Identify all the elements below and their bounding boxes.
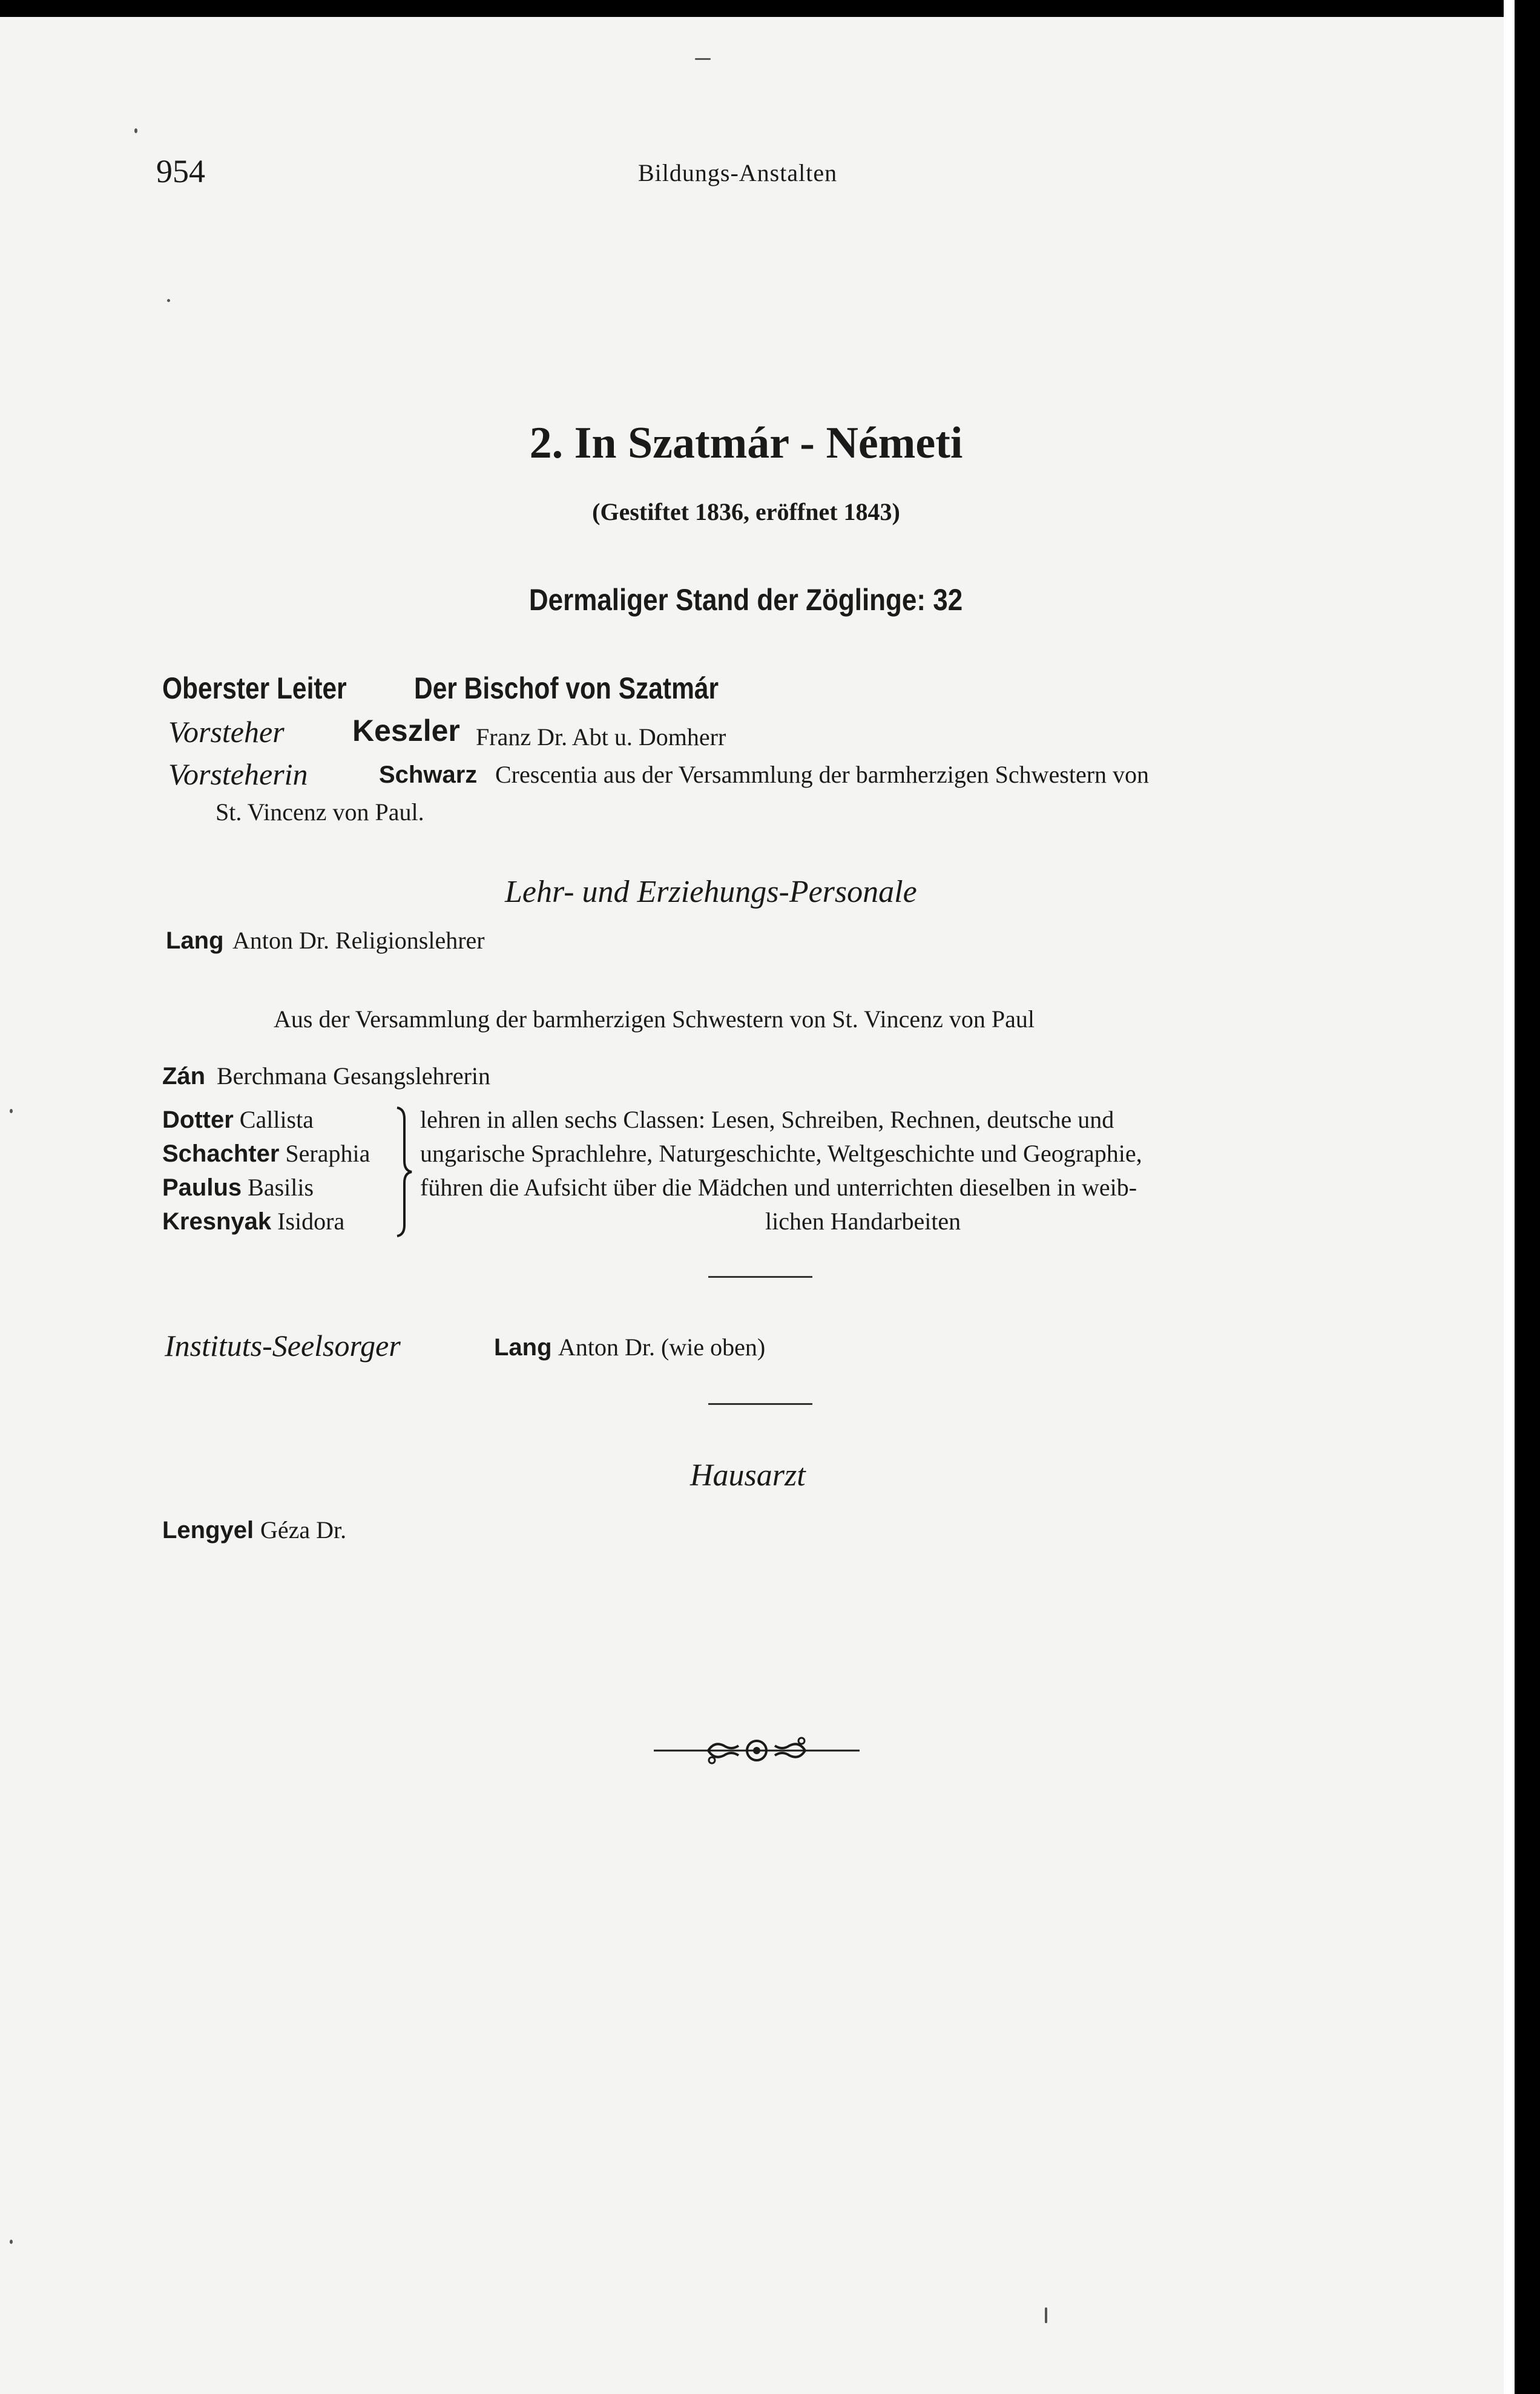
vorsteherin-name: Schwarz	[379, 761, 478, 788]
vorsteherin-details: Crescentia aus der Versammlung der barmherzigen Schwestern von	[495, 761, 1150, 788]
vorsteher-name: Keszler	[352, 714, 460, 748]
separator-rule	[708, 1403, 812, 1405]
sister-entry: Paulus Basilis	[162, 1174, 314, 1201]
scan-margin-strip	[1504, 0, 1515, 2394]
teaching-staff-heading: Lehr- und Erziehungs-Personale	[505, 875, 917, 909]
pupil-count-text: Dermaliger Stand der Zöglinge: 32	[529, 583, 963, 617]
page-number: 954	[156, 153, 205, 189]
chaplain-label: Instituts-Seelsorger	[165, 1329, 401, 1363]
singing-teacher-details: Berchmana Gesangslehrerin	[217, 1062, 491, 1090]
vorsteherin-details-cont: St. Vincenz von Paul.	[216, 798, 424, 826]
separator-rule	[708, 1276, 812, 1278]
sisters-list	[162, 1103, 370, 1238]
chaplain-name: Lang	[494, 1334, 552, 1361]
duties-line: lichen Handarbeiten	[765, 1208, 961, 1235]
curly-brace	[391, 1105, 415, 1238]
scan-speck	[134, 128, 137, 133]
scan-speck	[10, 1109, 13, 1113]
religion-teacher-name: Lang	[166, 927, 224, 954]
sister-entry: Dotter Callista	[162, 1106, 314, 1133]
scan-speck	[1045, 2307, 1047, 2323]
duties-line: führen die Aufsicht über die Mädchen und unterrichten dieselben in weib-	[420, 1174, 1137, 1201]
religion-teacher-details: Anton Dr. Religionslehrer	[232, 927, 485, 954]
scan-border-right	[1515, 0, 1540, 2394]
running-title: Bildungs-Anstalten	[638, 159, 838, 186]
sister-entry: Kresnyak Isidora	[162, 1208, 345, 1235]
vorsteher-details: Franz Dr. Abt u. Domherr	[476, 723, 726, 751]
physician-name: Lengyel	[162, 1517, 254, 1544]
chaplain-details: Anton Dr. (wie oben)	[558, 1333, 766, 1361]
congregation-line: Aus der Versammlung der barmherzigen Schwestern von St. Vincenz von Paul	[274, 1005, 1035, 1033]
sister-entry: Schachter Seraphia	[162, 1140, 370, 1167]
vorsteherin-label: Vorsteherin	[168, 757, 308, 791]
vorsteher-label: Vorsteher	[168, 715, 285, 749]
pupil-count-line	[0, 582, 1492, 617]
duties-text	[420, 1103, 1142, 1238]
scan-speck	[695, 58, 711, 60]
physician-heading: Hausarzt	[690, 1458, 806, 1493]
scan-speck	[167, 299, 170, 302]
tail-ornament	[654, 1732, 860, 1769]
singing-teacher-name: Zán	[162, 1063, 206, 1090]
duties-line: lehren in allen sechs Classen: Lesen, Schreiben, Rechnen, deutsche und	[420, 1106, 1114, 1133]
scan-speck	[10, 2240, 13, 2244]
oberster-leiter-value: Der Bischof von Szatmár	[414, 671, 719, 705]
scan-border-top	[0, 0, 1540, 17]
duties-line: ungarische Sprachlehre, Naturgeschichte, Weltgeschichte und Geographie,	[420, 1140, 1142, 1167]
oberster-leiter-label: Oberster Leiter	[162, 671, 347, 705]
physician-details: Géza Dr.	[260, 1516, 347, 1544]
section-title: 2. In Szatmár - Németi	[529, 418, 963, 468]
founding-dates: (Gestiftet 1836, eröffnet 1843)	[592, 498, 900, 525]
